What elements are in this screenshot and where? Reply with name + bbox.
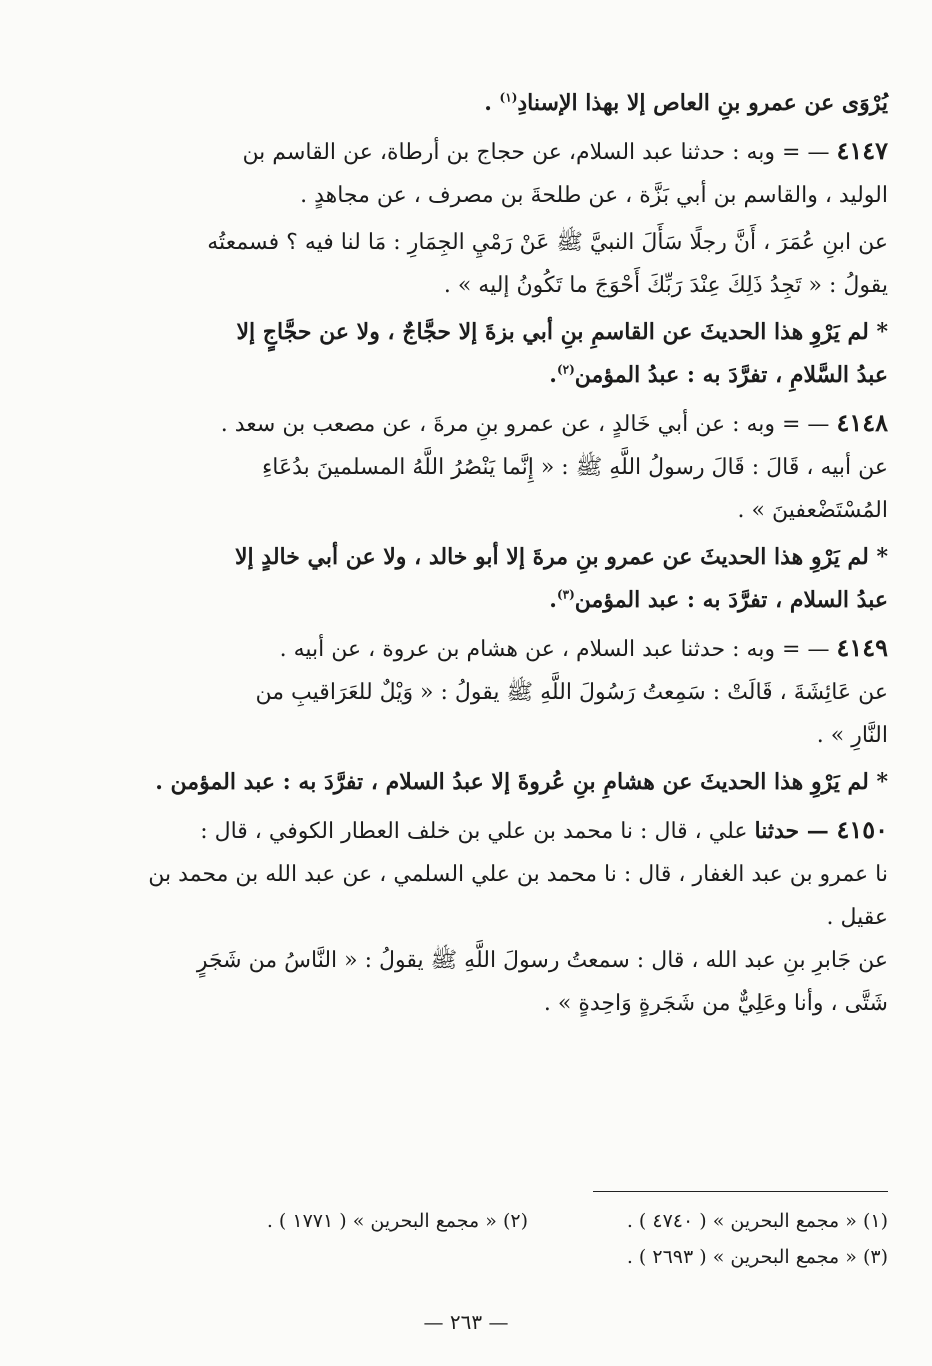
note-text: * لم يَرْوِ هذا الحديثَ عن هشامِ بنِ عُروةَ إلا عبدُ السلام ، تفرَّدَ به : عبد المؤمن . bbox=[155, 769, 888, 795]
note-4147 bbox=[62, 311, 888, 397]
hadith-text: عن ابنِ عُمَرَ ، أَنَّ رجلًا سَأَلَ النبيَّ ﷺ عَنْ رَمْيِ الجِمَارِ : مَا لنا فيه ؟ فسمعتُه bbox=[207, 230, 888, 255]
hadith-text: — = وبه : حدثنا عبد السلام، عن حجاج بن أرطاة، عن القاسم بن bbox=[242, 140, 837, 165]
hadith-text: نا عمرو بن عبد الغفار ، قال : نا محمد بن علي السلمي ، عن عبد الله بن محمد بن bbox=[148, 862, 888, 887]
footnote-3: (٣) « مجمع البحرين » ( ٢٦٩٣ ) . bbox=[626, 1246, 888, 1268]
punct: . bbox=[549, 587, 557, 613]
hadith-text: عن أبيه ، قَالَ : قَالَ رسولُ اللَّهِ ﷺ : « إِنَّما يَنْصُرُ اللَّهُ المسلمينَ بدُعَاءِ bbox=[261, 455, 888, 480]
hadith-text: يقولُ : « تَجِدُ ذَلِكَ عِنْدَ رَبِّكَ أَحْوَجَ ما تَكُونُ إليه » . bbox=[443, 273, 888, 298]
footnote-divider bbox=[593, 1191, 888, 1192]
hadith-number: ٤١٥٠ bbox=[836, 815, 888, 844]
hadith-text: المُسْتَضْعفينَ » . bbox=[737, 498, 888, 523]
footnotes bbox=[62, 1203, 888, 1275]
hadith-4150 bbox=[62, 808, 888, 939]
hadith-4150-matn bbox=[62, 939, 888, 1025]
footnote-1: (١) « مجمع البحرين » ( ٤٧٤٠ ) . bbox=[626, 1210, 888, 1232]
hadith-text: — = وبه : عن أبي خَالدٍ ، عن عمرو بنِ مرةَ ، عن مصعب بن سعد . bbox=[220, 412, 837, 437]
hadith-text: علي ، قال : نا محمد بن علي بن خلف العطار الكوفي ، قال : bbox=[200, 819, 755, 844]
line-intro bbox=[62, 82, 888, 125]
hadith-4149 bbox=[62, 626, 888, 671]
note-4149 bbox=[62, 761, 888, 804]
footnote-ref-2[interactable]: (٢) bbox=[556, 362, 575, 377]
hadith-text: — = وبه : حدثنا عبد السلام ، عن هشام بن عروة ، عن أبيه . bbox=[279, 637, 837, 662]
note-text: عبدُ السَّلامِ ، تفرَّدَ به : عبدُ المؤمن bbox=[574, 362, 888, 388]
punct: . bbox=[484, 90, 500, 116]
hadith-4148-matn bbox=[62, 446, 888, 532]
note-text: عبدُ السلام ، تفرَّدَ به : عبد المؤمن bbox=[574, 587, 888, 613]
hadith-text: النَّارِ » . bbox=[816, 723, 888, 748]
page-number: — ٢٦٣ — bbox=[423, 1310, 509, 1334]
footnote-2: (٢) « مجمع البحرين » ( ١٧٧١ ) . bbox=[266, 1210, 528, 1232]
hadith-text: عن عَائِشَةَ ، قَالَتْ : سَمِعتُ رَسُولَ اللَّهِ ﷺ يقولُ : « وَيْلٌ للعَرَاقيبِ من bbox=[255, 680, 888, 705]
hadith-number: ٤١٤٧ bbox=[836, 136, 888, 165]
hadith-text: عقيل . bbox=[826, 905, 888, 930]
footnote-ref-3[interactable]: (٣) bbox=[556, 587, 575, 602]
note-4148 bbox=[62, 536, 888, 622]
hadith-4147-matn bbox=[62, 221, 888, 307]
punct: . bbox=[549, 362, 557, 388]
note-text: * لم يَرْوِ هذا الحديثَ عن القاسمِ بنِ أبي بزةَ إلا حجَّاجٌ ، ولا عن حجَّاجٍ إلا bbox=[236, 319, 888, 345]
hadith-text: الوليد ، والقاسم بن أبي بَزَّة ، عن طلحةَ بن مصرف ، عن مجاهدٍ . bbox=[300, 183, 888, 208]
hadith-4149-matn bbox=[62, 671, 888, 757]
footnote-ref-1[interactable]: (١) bbox=[499, 90, 518, 105]
hadith-text: شَتَّى ، وأنا وعَلِيٌّ من شَجَرةٍ وَاحِدةٍ » . bbox=[543, 991, 888, 1016]
intro-text: يُرْوَى عن عمرو بنِ العاص إلا بهذا الإسنادِ bbox=[517, 90, 888, 116]
hadith-number: ٤١٤٩ bbox=[836, 633, 888, 662]
note-text: * لم يَرْوِ هذا الحديثَ عن عمرو بنِ مرةَ إلا أبو خالد ، ولا عن أبي خالدٍ إلا bbox=[234, 544, 888, 570]
hadith-4148 bbox=[62, 401, 888, 446]
hadith-text: عن جَابرِ بنِ عبد الله ، قال : سمعتُ رسولَ اللَّهِ ﷺ يقولُ : « النَّاسُ من شَجَرٍ bbox=[196, 948, 888, 973]
hadith-number: ٤١٤٨ bbox=[836, 408, 888, 437]
hadith-4147 bbox=[62, 129, 888, 217]
hadith-lead: — حدثنا bbox=[754, 818, 837, 844]
